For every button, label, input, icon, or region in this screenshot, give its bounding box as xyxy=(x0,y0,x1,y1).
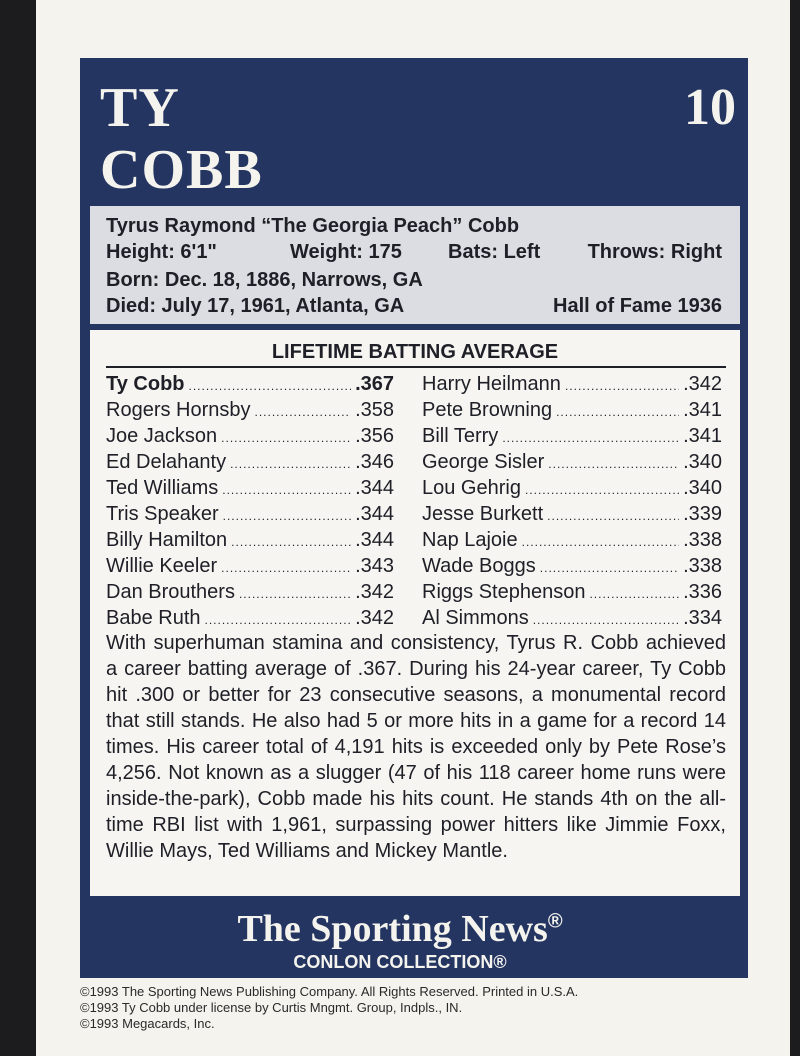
throws: Throws: Right xyxy=(587,241,722,263)
player-first-name: TY xyxy=(100,77,180,139)
born: Born: Dec. 18, 1886, Narrows, GA xyxy=(106,269,423,291)
batting-row: Nap Lajoie ..... .338 xyxy=(422,528,722,552)
batting-row: George Sisler ..... .340 xyxy=(422,450,722,474)
sporting-news-logo: The Sporting News® xyxy=(237,908,563,950)
batting-row: Ted Williams ..... .344 xyxy=(106,476,394,500)
batting-row: Pete Browning ..... .341 xyxy=(422,398,722,422)
height: Height: 6'1" xyxy=(106,241,217,263)
batting-row: Harry Heilmann ..... .342 xyxy=(422,372,722,396)
stats-panel xyxy=(90,330,740,896)
batting-title: LIFETIME BATTING AVERAGE xyxy=(271,341,559,363)
weight: Weight: 175 xyxy=(290,241,402,263)
legal-line: ©1993 Ty Cobb under license by Curtis Mngmt. Group, Indpls., IN. xyxy=(80,1000,463,1015)
full-name: Tyrus Raymond “The Georgia Peach” Cobb xyxy=(106,215,520,237)
player-last-name: COBB xyxy=(100,139,263,201)
bio-panel xyxy=(90,206,740,324)
legal-line: ©1993 The Sporting News Publishing Company. All Rights Reserved. Printed in U.S.A. xyxy=(80,984,579,999)
batting-row: Billy Hamilton ..... .344 xyxy=(106,528,394,552)
hall-of-fame: Hall of Fame 1936 xyxy=(553,295,722,317)
batting-row: Wade Boggs ..... .338 xyxy=(422,554,722,578)
batting-row: Riggs Stephenson ..... .336 xyxy=(422,580,722,604)
batting-row: Rogers Hornsby ..... .358 xyxy=(106,398,394,422)
collection-label: CONLON COLLECTION® xyxy=(293,952,507,972)
batting-row: Ed Delahanty ..... .346 xyxy=(106,450,394,474)
died: Died: July 17, 1961, Atlanta, GA xyxy=(106,295,405,317)
batting-row: Al Simmons ..... .334 xyxy=(422,606,722,630)
legal-line: ©1993 Megacards, Inc. xyxy=(80,1016,215,1031)
batting-row: Willie Keeler ..... .343 xyxy=(106,554,394,578)
batting-row: Joe Jackson ..... .356 xyxy=(106,424,394,448)
title-rule xyxy=(106,366,726,368)
batting-row: Bill Terry ..... .341 xyxy=(422,424,722,448)
career-description: With superhuman stamina and consistency, Tyrus R. Cobb achieved a career batting average of .367. During his 24-year career, Ty Cobb hit .300 or better for 23 consecutive seasons, a monumental record that still stands. He also had 5 or more hits in a game for a record 14 times. His career total of 4,191 hits is exceeded only by Pete Rose’s 4,256. Not known as a slugger (47 of his 118 career home runs were inside-the-park), Cobb made his hits count. He stands 4th on the all-time RBI list with 1,961, surpassing power hitters like Jimmie Foxx, Willie Mays, Ted Williams and Mickey Mantle. xyxy=(106,632,726,862)
batting-row: Babe Ruth ..... .342 xyxy=(106,606,394,630)
batting-row: Dan Brouthers ..... .342 xyxy=(106,580,394,604)
batting-row: Tris Speaker ..... .344 xyxy=(106,502,394,526)
bats: Bats: Left xyxy=(448,241,541,263)
batting-row: Lou Gehrig ..... .340 xyxy=(422,476,722,500)
batting-row: Jesse Burkett ..... .339 xyxy=(422,502,722,526)
batting-row: Ty Cobb ..... .367 xyxy=(106,372,394,396)
card-number: 10 xyxy=(684,79,736,136)
